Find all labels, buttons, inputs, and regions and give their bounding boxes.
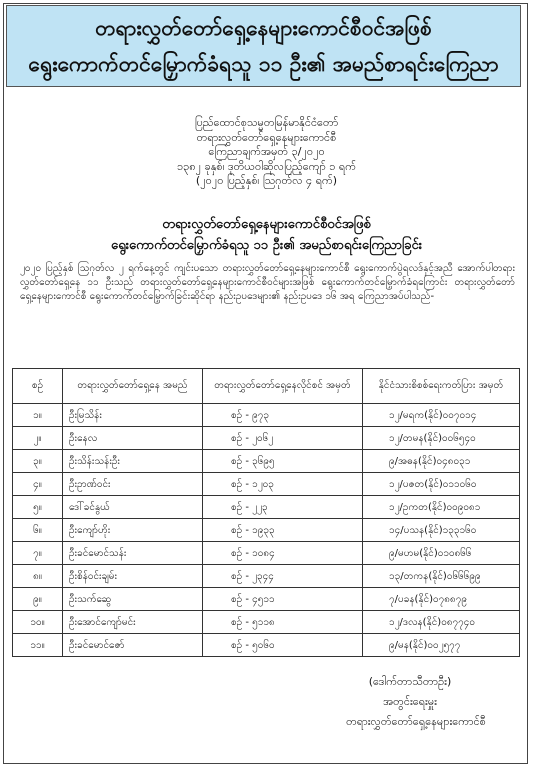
date-gregorian: (၂၀၂၀ ပြည့်နှစ်၊ ဩဂုတ်လ ၄ ရက်): [195, 174, 338, 187]
row-number: ၁။: [13, 404, 63, 427]
nrc-number: ၁၂/ပဇတ(နိုင်)၀၁၁၀၆၀: [363, 473, 520, 496]
nrc-number: ၉/မဟမ(နိုင်)၀၁၀၈၆၆: [363, 542, 520, 565]
table-row: [13, 634, 520, 657]
row-number: ၅။: [13, 496, 63, 519]
table-header-row: [13, 369, 520, 404]
lawyer-name: ဦးအောင်ကျော်မင်း: [63, 611, 203, 634]
license-number: စဉ် - ၃၆၉၅: [203, 450, 363, 473]
lawyer-name: ဦးခင်မောင်ဇော်: [63, 634, 203, 657]
header-banner: [6, 5, 521, 87]
table-row: [13, 611, 520, 634]
license-number: စဉ် - ၂၂၃: [203, 496, 363, 519]
nrc-number: ၁၄/ပသန(နိုင်)၁၃၃၁၆၀: [363, 519, 520, 542]
lawyer-name: ဦးခင်မောင်သန်း: [63, 542, 203, 565]
license-number: စဉ် - ၉၇၃: [203, 404, 363, 427]
date-myanmar: ၁၃၈၂ ခုနှစ်၊ ဒုတိယဝါဆိုလပြည့်ကျော် ၁ ရက်: [176, 159, 357, 173]
nrc-number: ၁၃/တကန(နိုင်)၀၆၆၆၉၉: [363, 565, 520, 588]
row-number: ၆။: [13, 519, 63, 542]
row-number: ၁၀။: [13, 611, 63, 634]
column-header-license: တရားလွှတ်တော်ရှေ့နေလိုင်စင် အမှတ်: [203, 369, 363, 404]
license-number: စဉ် - ၁၂၀၃: [203, 473, 363, 496]
lawyer-name: ဦးနေလ: [63, 427, 203, 450]
license-number: စဉ် - ၄၅၁၁: [203, 588, 363, 611]
lawyer-name: ဒေါ်ခင်နွယ်: [63, 496, 203, 519]
row-number: ၄။: [13, 473, 63, 496]
announcement-number: ကြေညာချက်အမှတ် ၃/၂၀၂၀: [208, 145, 325, 158]
lawyer-name: ဦးဥာဏ်ဝင်း: [63, 473, 203, 496]
nrc-number: ၁၂/ဒလန(နိုင်)၀၈၇၇၄၀: [363, 611, 520, 634]
country-name: ပြည်ထောင်စုသမ္မတမြန်မာနိုင်ငံတော်: [194, 116, 339, 129]
header-title-line2: ရွေးကောက်တင်မြှောက်ခံရသူ ၁၁ ဦး၏ အမည်စာရင်းကြေညာ: [28, 52, 499, 76]
lawyer-name: ဦးမြသိန်း: [63, 404, 203, 427]
signatory-organization: တရားလွှတ်တော်ရှေ့နေများကောင်စီ: [346, 715, 486, 728]
row-number: ၃။: [13, 450, 63, 473]
nrc-number: ၉/မန(နိုင်)၀၀၂၅၇၇: [363, 634, 520, 657]
license-number: စဉ် - ၂၃၄၄: [203, 565, 363, 588]
header-title-line1: တရားလွှတ်တော်ရှေ့နေများကောင်စီဝင်အဖြစ်: [95, 16, 432, 40]
table-row: [13, 519, 520, 542]
subtitle-line1: တရားလွှတ်တော်ရှေ့နေများကောင်စီဝင်အဖြစ်: [162, 217, 371, 232]
elected-members-table: [12, 368, 520, 657]
lawyer-name: ဦးစိန်ဝင်းချမ်း: [63, 565, 203, 588]
table-row: [13, 496, 520, 519]
subtitle-line2: ရွေးကောက်တင်မြှောက်ခံရသူ ၁၁ ဦး၏ အမည်စာရင်းကြေညာခြင်း: [110, 238, 423, 253]
nrc-number: ၉/အဓန(နိုင်)၀၄၈၀၃၁: [363, 450, 520, 473]
nrc-number: ၁၂/တမန(နိုင်)၀၀၆၅၄၀: [363, 427, 520, 450]
row-number: ၂။: [13, 427, 63, 450]
table-row: [13, 404, 520, 427]
row-number: ၁၁။: [13, 634, 63, 657]
license-number: စဉ် - ၅၁၁၈: [203, 611, 363, 634]
table-row: [13, 427, 520, 450]
announcement-body: ၂၀၂၀ ပြည့်နှစ် ဩဂုတ်လ ၂ ရက်နေ့တွင် ကျင်းပသော တရားလွှတ်တော်ရှေ့နေများကောင်စီ ရွေးကောက်ပွဲရလဒ်နှင့်အညီ အောက်ပါတရားလွှတ်တော်ရှေ့နေ ၁၁ ဦးသည် တရားလွှတ်တော်ရှေ့နေများကောင်စီဝင်များအဖြစ် ရွေးကောက်တင်မြှောက်ခံရကြောင်း တရားလွှတ်တော်ရှေ့နေများကောင်စီ ရွေးကောက်တင်မြှောက်ခြင်းဆိုင်ရာ နည်းဥပဒေများ၏ နည်းဥပဒေ ၁၆ အရ ကြေညာအပ်ပါသည်-: [20, 263, 515, 302]
signatory-title: အတွင်းရေးမှူး: [383, 695, 437, 708]
license-number: စဉ် - ၂၀၆၂: [203, 427, 363, 450]
lawyer-name: ဦးကျော်ဟိုး: [63, 519, 203, 542]
row-number: ၉။: [13, 588, 63, 611]
column-header-no: စဉ်: [13, 369, 63, 404]
table-row: [13, 542, 520, 565]
column-header-nrc: နိုင်ငံသားစိစစ်ရေးကတ်ပြား အမှတ်: [363, 369, 520, 404]
lawyer-name: ဦးသက်ဆွေ: [63, 588, 203, 611]
column-header-name: တရားလွှတ်တော်ရှေ့နေ အမည်: [63, 369, 203, 404]
table-row: [13, 565, 520, 588]
license-number: စဉ် - ၁၀၈၄: [203, 542, 363, 565]
announcement-subtitle: [0, 214, 533, 256]
table-row: [13, 473, 520, 496]
row-number: ၈။: [13, 565, 63, 588]
announcement-meta: [0, 116, 533, 189]
table-row: [13, 450, 520, 473]
signatory-name: (ဒေါက်တာသီတာဦး): [368, 675, 452, 688]
row-number: ၇။: [13, 542, 63, 565]
council-name: တရားလွှတ်တော်ရှေ့နေများကောင်စီ: [196, 130, 337, 144]
lawyer-name: ဦးသိန်းသန်းဦး: [63, 450, 203, 473]
license-number: စဉ် - ၅၀၆၀: [203, 634, 363, 657]
nrc-number: ၁၂/ဥကတ(နိုင်)၀၀၉၀၈၁: [363, 496, 520, 519]
nrc-number: ၇/ပခန(နိုင်)၀၇၈၈၇၉: [363, 588, 520, 611]
license-number: စဉ် - ၁၉၃၃: [203, 519, 363, 542]
nrc-number: ၁၂/မရက(နိုင်)၀၀၇၀၁၄: [363, 404, 520, 427]
table-row: [13, 588, 520, 611]
signature-block: [300, 672, 520, 732]
